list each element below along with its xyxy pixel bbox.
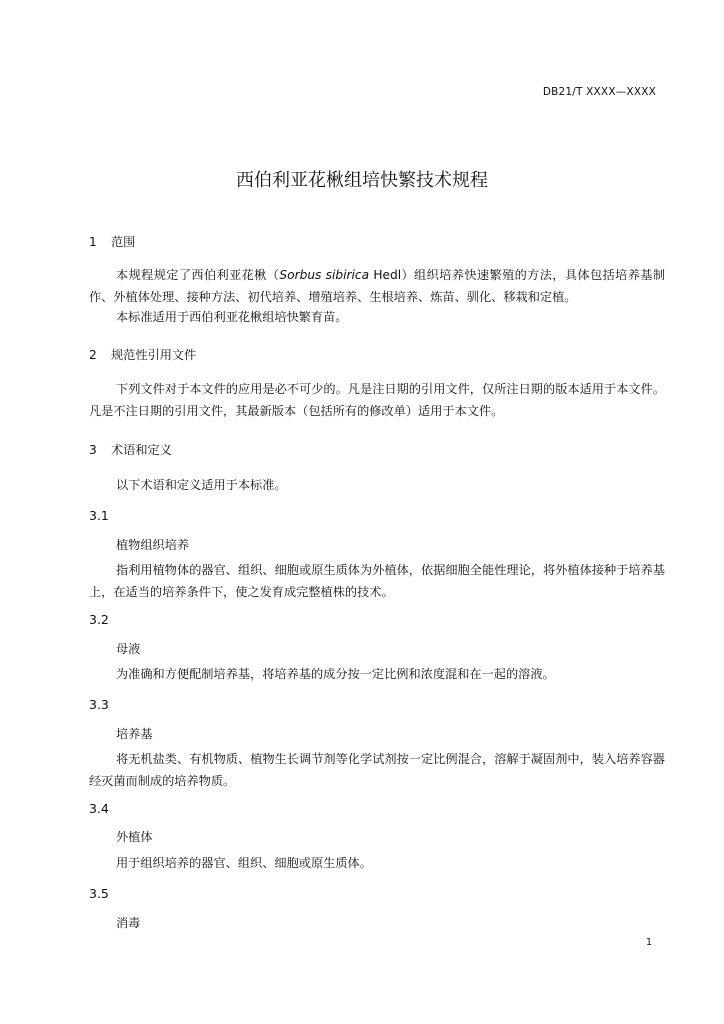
term-number: 3.4 (89, 801, 109, 816)
term-number: 3.5 (89, 886, 109, 901)
section-number: 3 (89, 443, 97, 457)
term-number: 3.2 (89, 612, 109, 627)
document-code: DB21/T XXXX—XXXX (542, 86, 656, 98)
term-name: 外植体 (116, 830, 153, 844)
term-number: 3.1 (89, 508, 109, 523)
section-title: 术语和定义 (111, 443, 172, 457)
section-heading-terms (89, 441, 172, 458)
term-name: 培养基 (116, 727, 153, 741)
section-number: 2 (89, 348, 97, 362)
references-paragraph: 下列文件对于本文件的应用是必不可少的。凡是注日期的引用文件，仅所注日期的版本适用于本文件。凡是不注日期的引用文件，其最新版本（包括所有的修改单）适用于本文件。 (89, 382, 665, 418)
section-heading-scope (89, 233, 135, 250)
document-title: 西伯利亚花楸组培快繁技术规程 (236, 170, 488, 191)
term-name: 植物组织培养 (116, 538, 190, 552)
term-name: 消毒 (116, 916, 141, 930)
latin-name: Sorbus sibirica (279, 268, 370, 282)
term-name: 母液 (116, 642, 141, 656)
page-number: 1 (646, 937, 653, 948)
terms-intro: 以下术语和定义适用于本标准。 (116, 478, 287, 492)
section-title: 范围 (111, 235, 136, 249)
term-number: 3.3 (89, 697, 109, 712)
term-definition: 将无机盐类、有机物质、植物生长调节剂等化学试剂按一定比例混合，溶解于凝固剂中，装入培养容器经灭菌而制成的培养物质。 (89, 752, 665, 788)
section-title: 规范性引用文件 (111, 348, 197, 362)
scope-applicability: 本标准适用于西伯利亚花楸组培快繁育苗。 (116, 310, 348, 324)
term-definition: 指利用植物体的器官、组织、细胞或原生质体为外植体，依据细胞全能性理论，将外植体接种于培养基上，在适当的培养条件下，使之发育成完整植株的技术。 (89, 563, 665, 599)
section-number: 1 (89, 235, 97, 249)
section-heading-references (89, 346, 196, 363)
term-definition: 为准确和方便配制培养基，将培养基的成分按一定比例和浓度混和在一起的溶液。 (116, 667, 555, 681)
term-definition: 用于组织培养的器官、组织、细胞或原生质体。 (116, 856, 372, 870)
scope-paragraph: 本规程规定了西伯利亚花楸（Sorbus sibirica Hedl）组织培养快速繁殖的方法，具体包括培养基制作、外植体处理、接种方法、初代培养、增殖培养、生根培养、炼苗、驯化、移栽和定植。 (89, 268, 666, 304)
